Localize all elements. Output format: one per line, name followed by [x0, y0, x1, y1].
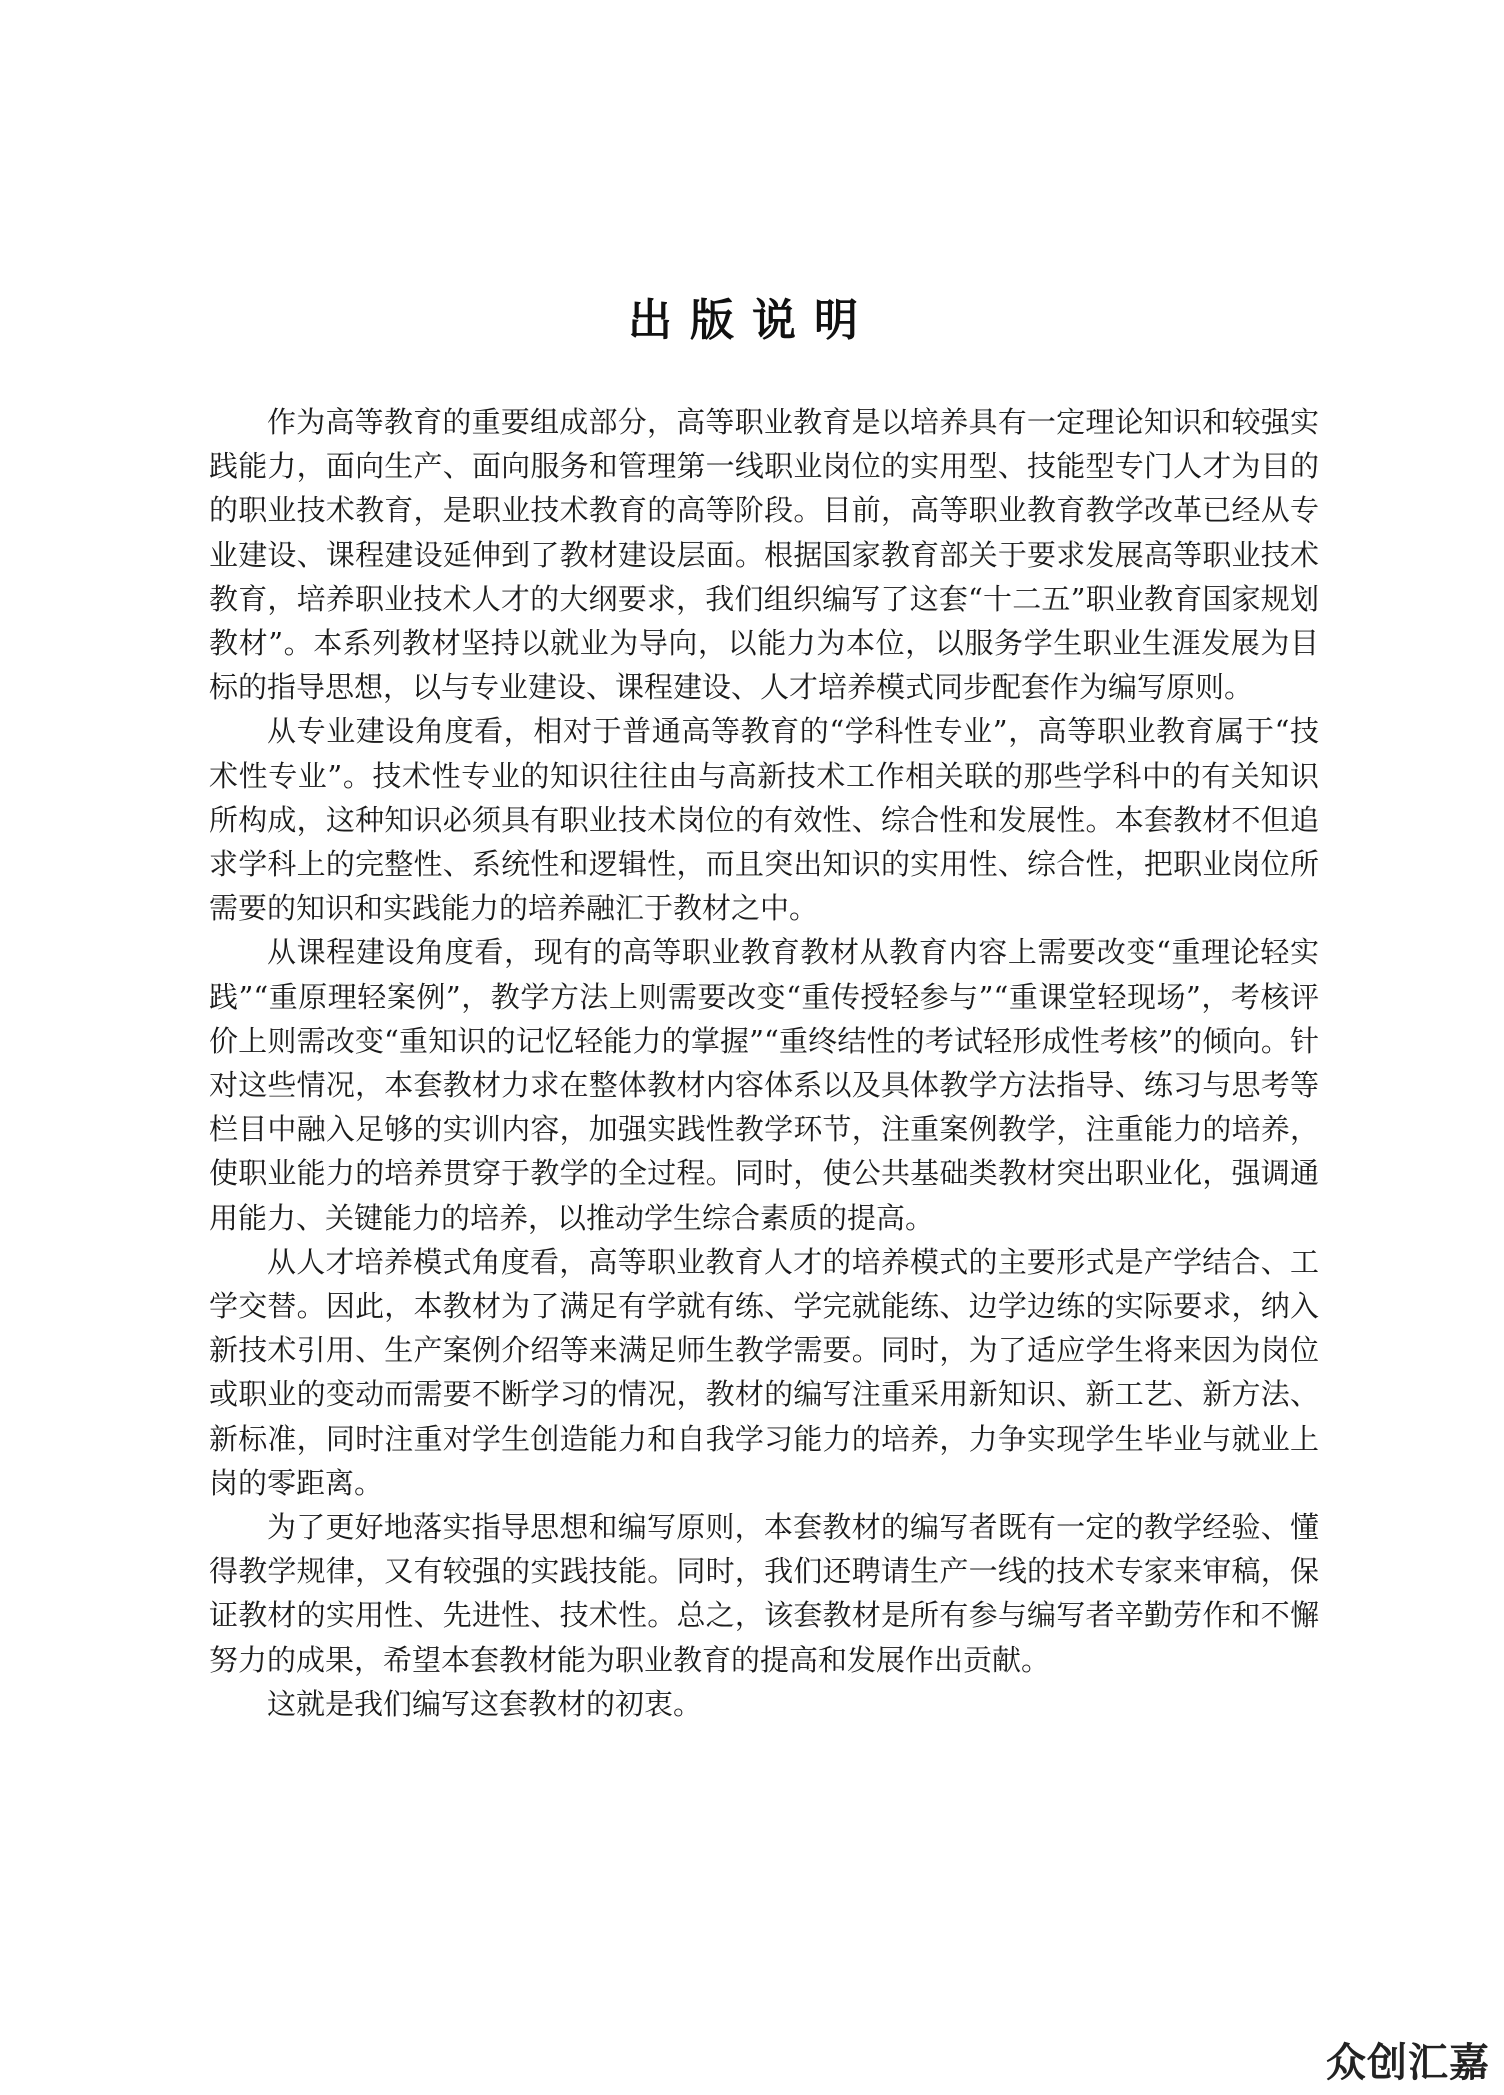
paragraph: 从专业建设角度看，相对于普通高等教育的“学科性专业”，高等职业教育属于“技术性专业”。技术性专业的知识往往由与高新技术工作相关联的那些学科中的有关知识所构成，这种知识必须具有职业技术岗位的有效性、综合性和发展性。本套教材不但追求学科上的完整性、系统性和逻辑性，而且突出知识的实用性、综合性，把职业岗位所需要的知识和实践能力的培养融汇于教材之中。 — [209, 714, 1319, 926]
watermark: 众创汇嘉 — [1326, 2040, 1490, 2086]
paragraph: 作为高等教育的重要组成部分，高等职业教育是以培养具有一定理论知识和较强实践能力，面向生产、面向服务和管理第一线职业岗位的实用型、技能型专门人才为目的的职业技术教育，是职业技术教育的高等阶段。目前，高等职业教育教学改革已经从专业建设、课程建设延伸到了教材建设层面。根据国家教育部关于要求发展高等职业技术教育，培养职业技术人才的大纲要求，我们组织编写了这套“十二五”职业教育国家规划教材”。本系列教材坚持以就业为导向，以能力为本位，以服务学生职业生涯发展为目标的指导思想，以与专业建设、课程建设、人才培养模式同步配套作为编写原则。 — [209, 405, 1319, 705]
paragraph: 为了更好地落实指导思想和编写原则，本套教材的编写者既有一定的教学经验、懂得教学规律，又有较强的实践技能。同时，我们还聘请生产一线的技术专家来审稿，保证教材的实用性、先进性、技术性。总之，该套教材是所有参与编写者辛勤劳作和不懈努力的成果，希望本套教材能为职业教育的提高和发展作出贡献。 — [209, 1510, 1319, 1677]
page-title: 出版说明 — [628, 295, 876, 347]
paragraph: 这就是我们编写这套教材的初衷。 — [267, 1686, 703, 1721]
paragraph: 从课程建设角度看，现有的高等职业教育教材从教育内容上需要改变“重理论轻实践”“重原理轻案例”，教学方法上则需要改变“重传授轻参与”“重课堂轻现场”，考核评价上则需改变“重知识的记忆轻能力的掌握”“重终结性的考试轻形成性考核”的倾向。针对这些情况，本套教材力求在整体教材内容体系以及具体教学方法指导、练习与思考等栏目中融入足够的实训内容，加强实践性教学环节，注重案例教学，注重能力的培养，使职业能力的培养贯穿于教学的全过程。同时，使公共基础类教材突出职业化，强调通用能力、关键能力的培养，以推动学生综合素质的提高。 — [209, 935, 1319, 1235]
body-text — [209, 400, 1319, 1726]
paragraph: 从人才培养模式角度看，高等职业教育人才的培养模式的主要形式是产学结合、工学交替。因此，本教材为了满足有学就有练、学完就能练、边学边练的实际要求，纳入新技术引用、生产案例介绍等来满足师生教学需要。同时，为了适应学生将来因为岗位或职业的变动而需要不断学习的情况，教材的编写注重采用新知识、新工艺、新方法、新标准，同时注重对学生创造能力和自我学习能力的培养，力争实现学生毕业与就业上岗的零距离。 — [209, 1244, 1319, 1500]
